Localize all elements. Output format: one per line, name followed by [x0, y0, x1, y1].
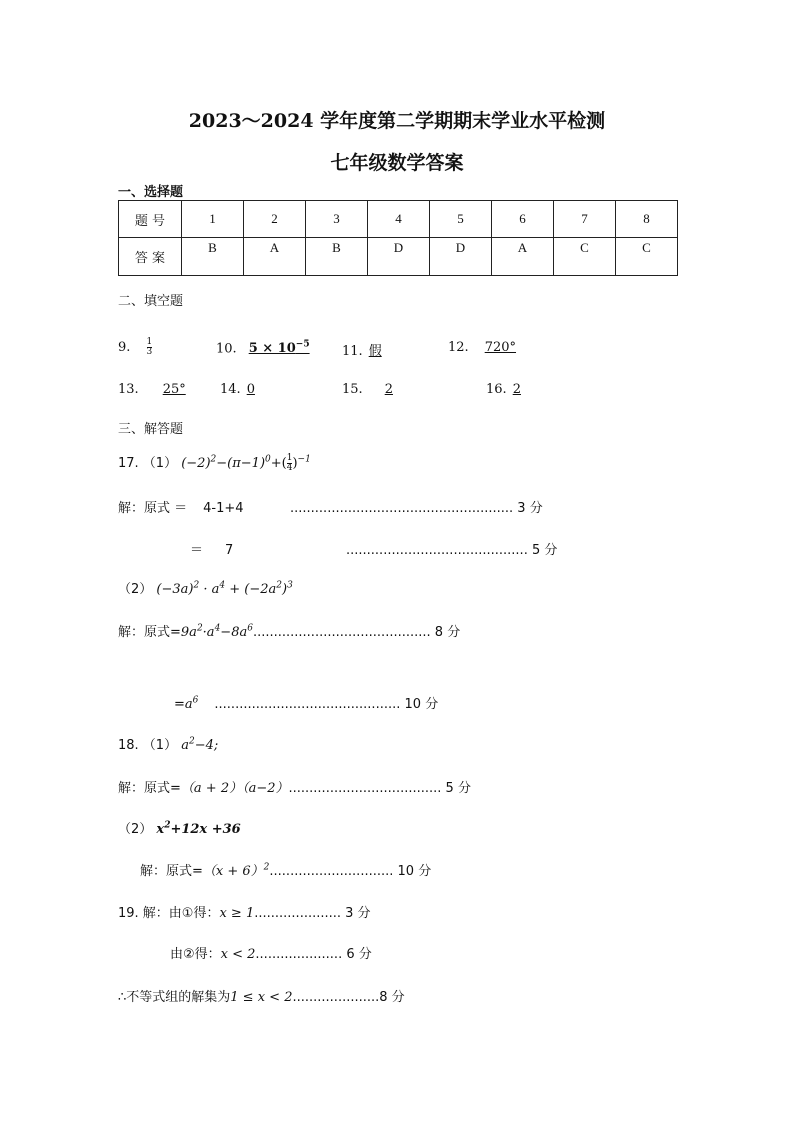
q18-2-problem	[118, 818, 241, 837]
q13	[118, 382, 208, 397]
q18-1-problem	[118, 734, 218, 753]
q17-2-expression: $(-3a)^2 \cdot a^4 + (-2a^2)^3$	[156, 580, 293, 597]
q17-2-step2: $=a^6$ ............................................. 10 分	[174, 695, 439, 712]
table-cell: 6	[492, 201, 554, 238]
table-header-cell: 答 案	[119, 238, 182, 276]
q17-1-step1: 解：原式 ＝ 4-1+4	[118, 501, 244, 516]
q17-2-problem	[118, 578, 293, 597]
q11-answer: 假	[368, 344, 382, 359]
q19-step2: 由②得：x < 2..................... 6 分	[170, 947, 372, 962]
q11	[342, 340, 398, 359]
table-cell: 2	[244, 201, 306, 238]
q16-number: 16.	[486, 382, 507, 397]
table-cell: 7	[554, 201, 616, 238]
section-heading-choice: 一、选择题	[118, 185, 184, 200]
q10	[216, 340, 336, 356]
q18-2-step: 解：原式$=(x + 6)^2$.............................. 10 分	[140, 862, 432, 879]
q15-number: 15.	[342, 382, 363, 397]
table-cell: C	[554, 238, 616, 276]
table-cell: 3	[306, 201, 368, 238]
section-heading-fill: 二、填空题	[118, 294, 184, 309]
q14-answer: 0	[246, 382, 255, 397]
q17-label: 17. （1）	[118, 456, 178, 471]
q17-1-dots2: ............................................ 5 分	[346, 543, 558, 558]
table-cell: A	[244, 238, 306, 276]
q13-answer: 25°	[162, 382, 186, 397]
q12	[448, 340, 518, 355]
table-row	[119, 201, 678, 238]
q18-expression: $a^2-4$;	[181, 736, 219, 753]
answer-table	[118, 200, 678, 276]
table-cell: 1	[182, 201, 244, 238]
table-cell: 5	[430, 201, 492, 238]
page-subtitle: 七年级数学答案	[330, 152, 464, 174]
q18-1-step: 解：原式=（a + 2）（a−2）..................................... 5 分	[118, 781, 471, 796]
q19-step1: 19. 解：由①得：x ≥ 1..................... 3 分	[118, 906, 371, 921]
q17-2-step1: 解：原式$=9a^2\cdot a^4-8a^6$........................................... 8 分	[118, 623, 461, 640]
q12-number: 12.	[448, 340, 469, 355]
q15	[342, 382, 401, 397]
q9-fraction: $\frac{1}{3}$	[146, 337, 153, 357]
q18-2-expression: $x^2+12x +36$	[156, 820, 241, 837]
q19-conclusion: ∴不等式组的解集为1 ≤ x < 2.....................8 分	[118, 990, 405, 1005]
table-cell: A	[492, 238, 554, 276]
table-cell: 4	[368, 201, 430, 238]
page-title: 2023～2024 学年度第二学期期末学业水平检测	[188, 110, 606, 132]
q14	[220, 382, 263, 397]
q9-answer	[135, 338, 155, 357]
q16-answer: 2	[512, 382, 521, 397]
q17-1-problem	[118, 452, 311, 473]
q18-label: 18. （1）	[118, 738, 178, 753]
q9-number: 9.	[118, 340, 131, 355]
table-cell: C	[616, 238, 678, 276]
table-row	[119, 238, 678, 276]
table-cell: B	[306, 238, 368, 276]
q13-number: 13.	[118, 382, 139, 397]
q15-answer: 2	[384, 382, 393, 397]
q14-number: 14.	[220, 382, 241, 397]
table-cell: B	[182, 238, 244, 276]
q9	[118, 338, 154, 357]
q11-number: 11.	[342, 344, 363, 359]
q17-1-step2: ＝ 7	[190, 543, 234, 558]
q17-1-dots1: ...................................................... 3 分	[290, 501, 543, 516]
section-heading-solve: 三、解答题	[118, 422, 184, 437]
q16	[486, 382, 529, 397]
q17-2-label: （2）	[118, 582, 153, 597]
table-cell: D	[368, 238, 430, 276]
table-cell: 8	[616, 201, 678, 238]
q10-answer: $5 \times 10^{-5}$	[248, 340, 310, 357]
table-cell: D	[430, 238, 492, 276]
q12-answer: 720°	[484, 340, 517, 355]
q17-expression: $(-2)^2-(\pi-1)^0+$( $\frac{1}{4}$ )$^{-1}$	[181, 453, 311, 473]
q10-number: 10.	[216, 341, 237, 357]
table-header-cell: 题 号	[119, 201, 182, 238]
q18-2-label: （2）	[118, 822, 153, 837]
